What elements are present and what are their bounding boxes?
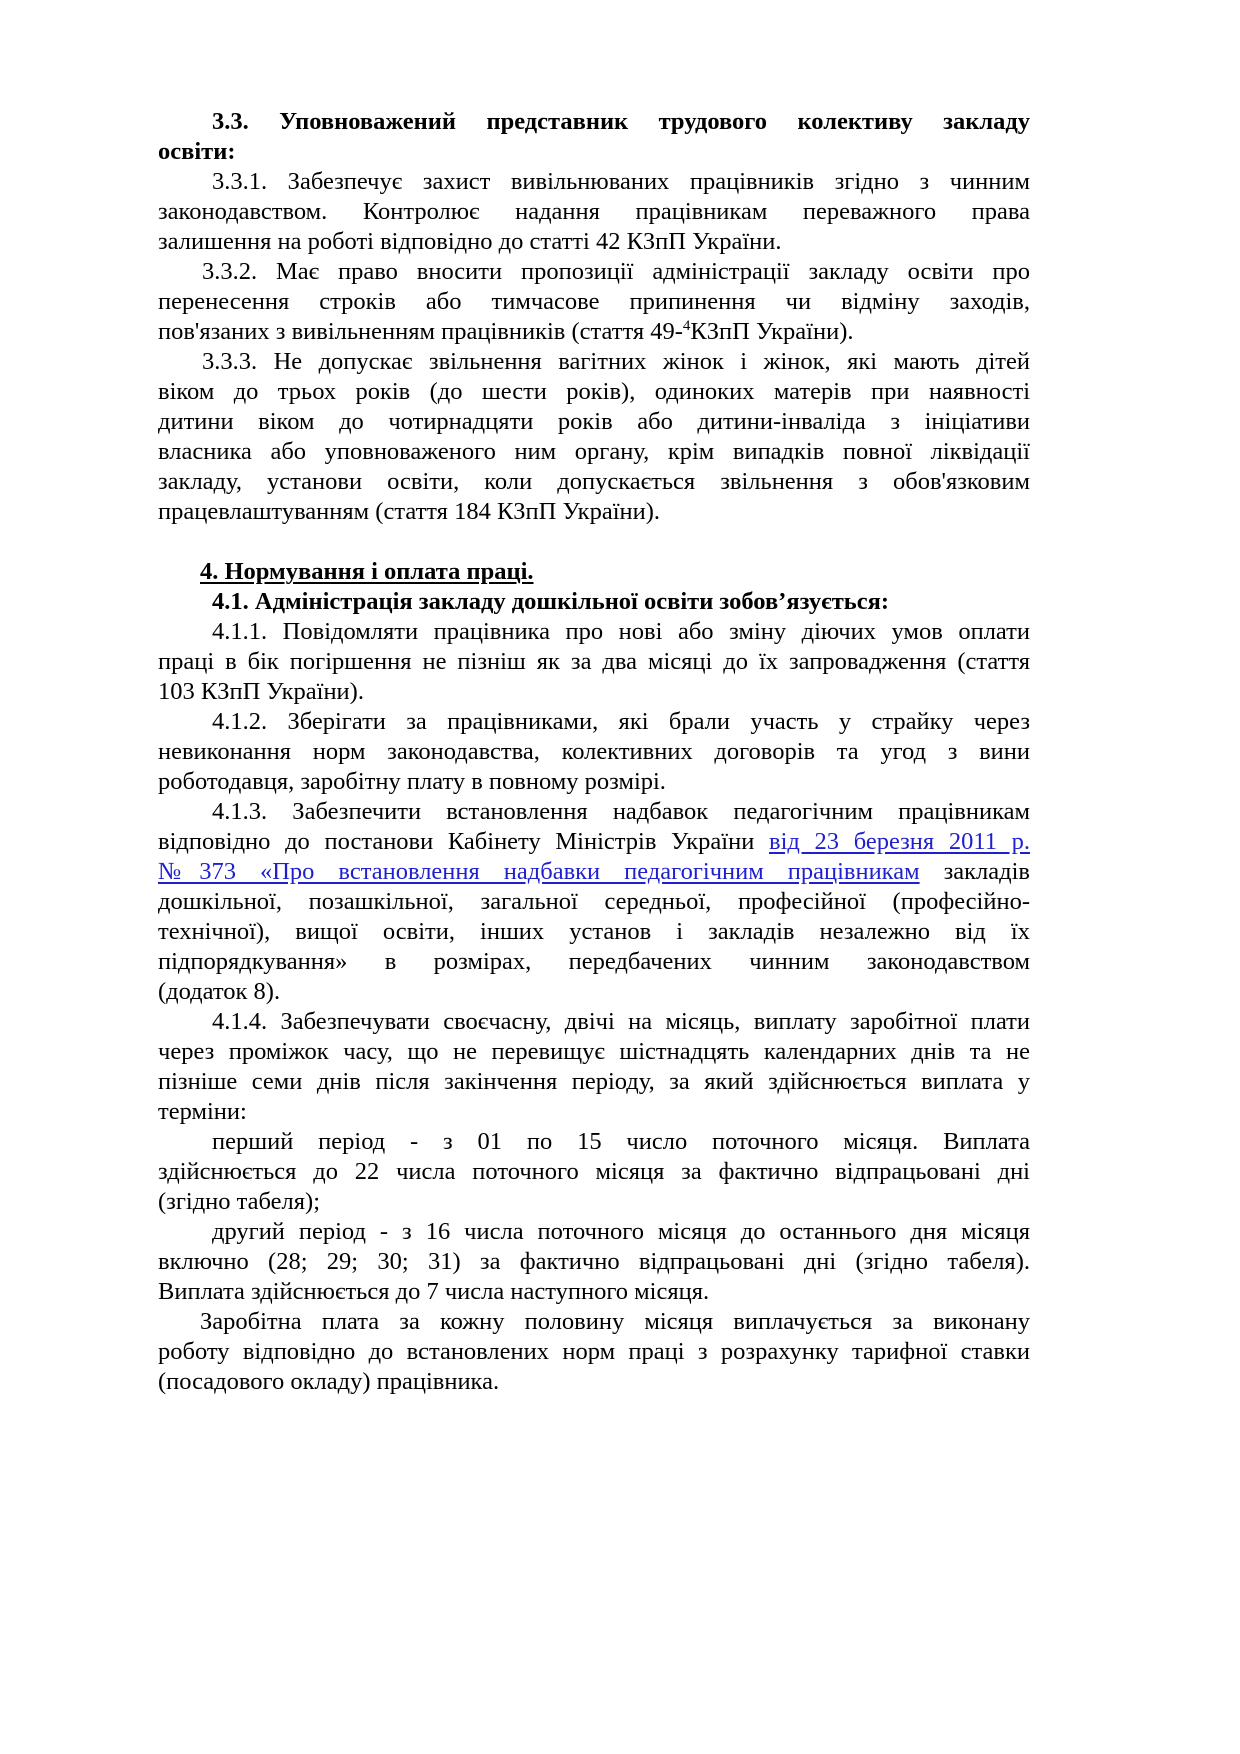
paragraph-4-1-3-line [158, 857, 1030, 887]
paragraph-3-3-3-line: віком до трьох років (до шести років), одиноких матерів при наявності [158, 378, 1030, 405]
section-3-3-heading-cont: освіти: [158, 138, 236, 165]
first-period-line: (згідно табеля); [158, 1188, 321, 1215]
paragraph-4-1-4-line: пізніше семи днів після закінчення періоду, за який здійснюється виплата у [158, 1068, 1030, 1095]
paragraph-4-1-1-line: 4.1.1. Повідомляти працівника про нові або зміну діючих умов оплати [212, 618, 1030, 645]
second-period-line: другий період - з 16 числа поточного місяця до останнього дня місяця [212, 1218, 1030, 1245]
paragraph-3-3-1-line: 3.3.1. Забезпечує захист вивільнюваних працівників згідно з чинним [212, 168, 1030, 195]
paragraph-4-1-1-line: праці в бік погіршення не пізніш як за два місяці до їх запровадження (стаття [158, 648, 1030, 675]
salary-paragraph-line: Заробітна плата за кожну половину місяця виплачується за виконану [200, 1308, 1030, 1335]
paragraph-3-3-1-line: залишення на роботі відповідно до статті 42 КЗпП України. [158, 228, 782, 255]
paragraph-4-1-3-line [158, 827, 1030, 857]
paragraph-4-1-3-line: технічної), вищої освіти, інших установ і закладів незалежно від їх [158, 918, 1030, 945]
paragraph-4-1-3-line: 4.1.3. Забезпечити встановлення надбавок педагогічним працівникам [212, 798, 1030, 825]
salary-paragraph-line: (посадового окладу) працівника. [158, 1368, 500, 1395]
section-4-heading-text: 4. Нормування і оплата праці. [200, 558, 534, 585]
paragraph-3-3-3-line: дитини віком до чотирнадцяти років або дитини-інваліда з ініціативи [158, 408, 1030, 435]
paragraph-4-1-4-line: 4.1.4. Забезпечувати своєчасну, двічі на місяць, виплату заробітної плати [212, 1008, 1030, 1035]
first-period-line: здійснюється до 22 числа поточного місяця за фактично відпрацьовані дні [158, 1158, 1030, 1185]
paragraph-3-3-1-line: законодавством. Контролює надання працівникам переважного права [158, 198, 1030, 225]
paragraph-4-1-3-line: дошкільної, позашкільної, загальної середньої, професійної (професійно- [158, 888, 1030, 915]
paragraph-3-3-3-line: закладу, установи освіти, коли допускається звільнення з обов'язковим [158, 468, 1030, 495]
second-period-line: включно (28; 29; 30; 31) за фактично відпрацьовані дні (згідно табеля). [158, 1248, 1030, 1275]
paragraph-4-1-2-line: 4.1.2. Зберігати за працівниками, які брали участь у страйку через [212, 708, 1030, 735]
paragraph-3-3-3-line: власника або уповноваженого ним органу, крім випадків повної ліквідації [158, 438, 1030, 465]
paragraph-4-1-3-line: підпорядкування» в розмірах, передбачених чинним законодавством [158, 948, 1030, 975]
section-4-1-subheading: 4.1. Адміністрація закладу дошкільної освіти зобов’язується: [212, 588, 890, 615]
paragraph-4-1-2-line: невиконання норм законодавства, колективних договорів та угод з вини [158, 738, 1030, 765]
paragraph-4-1-3-text: закладів [943, 858, 1030, 885]
paragraph-3-3-3-line: працевлаштуванням (стаття 184 КЗпП України). [158, 498, 661, 525]
paragraph-3-3-2-line [158, 317, 1030, 347]
paragraph-4-1-4-line: через проміжок часу, що не перевищує шістнадцять календарних днів та не [158, 1038, 1030, 1065]
section-3-3-heading: 3.3. Уповноважений представник трудового колективу закладу [212, 108, 1030, 135]
resolution-link-cont[interactable]: №373 «Про встановлення надбавки педагогічним працівникам [158, 858, 920, 885]
salary-paragraph-line: роботу відповідно до встановлених норм праці з розрахунку тарифної ставки [158, 1338, 1030, 1365]
paragraph-4-1-3-text: відповідно до постанови Кабінету Міністрів України [158, 828, 755, 855]
second-period-line: Виплата здійснюється до 7 числа наступного місяця. [158, 1278, 710, 1305]
paragraph-4-1-3-line: (додаток 8). [158, 978, 281, 1005]
paragraph-3-3-2-line: 3.3.2. Має право вносити пропозиції адміністрації закладу освіти про [202, 258, 1030, 285]
paragraph-3-3-2-line: перенесення строків або тимчасове припинення чи відміну заходів, [158, 288, 1030, 315]
superscript: 4 [682, 318, 691, 334]
paragraph-3-3-2-text-end: КЗпП України). [690, 318, 854, 345]
paragraph-3-3-3-line: 3.3.3. Не допускає звільнення вагітних жінок і жінок, які мають дітей [202, 348, 1030, 375]
section-4-heading [200, 557, 1030, 587]
paragraph-4-1-1-line: 103 КЗпП України). [158, 678, 364, 705]
first-period-line: перший період - з 01 по 15 число поточного місяця. Виплата [212, 1128, 1030, 1155]
resolution-link[interactable]: від 23 березня 2011 р. [769, 828, 1031, 855]
paragraph-4-1-2-line: роботодавця, заробітну плату в повному розмірі. [158, 768, 666, 795]
paragraph-4-1-4-line: терміни: [158, 1098, 247, 1125]
paragraph-3-3-2-text: пов'язаних з вивільненням працівників (стаття 49- [158, 318, 683, 345]
